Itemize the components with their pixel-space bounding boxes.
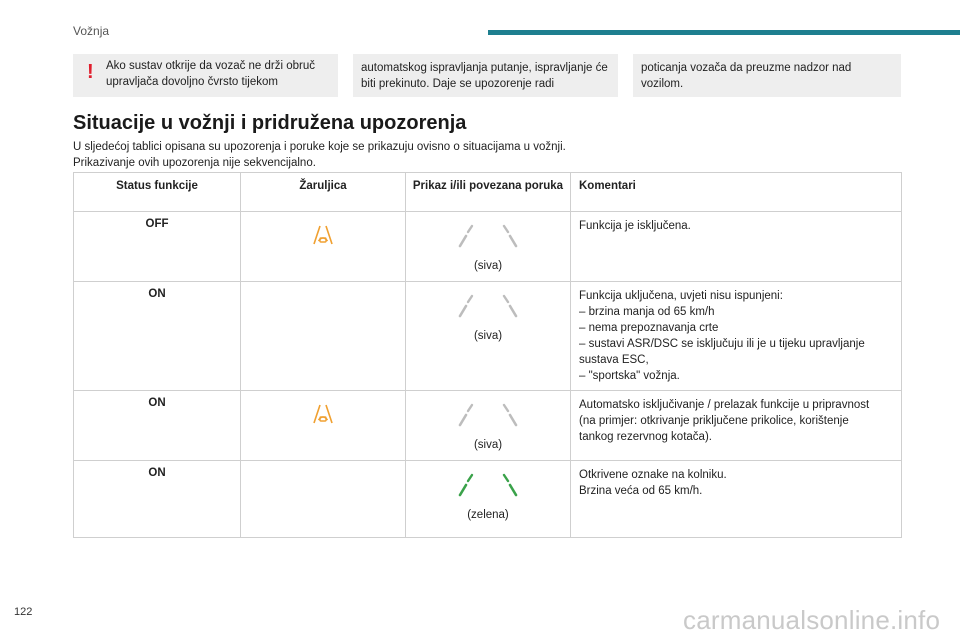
cell-comments: [571, 282, 902, 391]
cell-display: [406, 282, 571, 391]
cell-lamp: [241, 461, 406, 538]
header-display: Prikaz i/ili povezana poruka: [406, 173, 571, 212]
situations-table: [73, 172, 902, 538]
comment-line: – sustavi ASR/DSC se isključuju ili je u tijeku upravljanje: [579, 338, 865, 350]
comment-line: – brzina manja od 65 km/h: [579, 306, 715, 318]
page-number: 122: [14, 606, 33, 618]
cell-status: ON: [74, 391, 241, 461]
display-caption: (siva): [473, 439, 503, 451]
table-row: [74, 391, 902, 461]
intro-paragraph: [73, 139, 893, 171]
warning-text-2: automatskog ispravljanja putanje, ispravljanje će biti prekinuto. Daje se upozorenje radi: [361, 62, 608, 90]
lane-markings-icon: [456, 403, 520, 429]
cell-display: [406, 212, 571, 282]
warning-box-1: [73, 54, 338, 97]
table-header-row: [74, 173, 902, 212]
display-caption: (zelena): [467, 509, 509, 521]
page-heading: Situacije u vožnji i pridružena upozorenja: [73, 112, 467, 134]
table-row: [74, 461, 902, 538]
comment-line: – "sportska" vožnja.: [579, 370, 680, 382]
intro-line-2: Prikazivanje ovih upozorenja nije sekvencijalno.: [73, 157, 316, 169]
warning-exclamation-icon: !: [87, 61, 94, 83]
cell-display: [406, 391, 571, 461]
section-title: Vožnja: [73, 24, 110, 38]
warning-box-3: [633, 54, 901, 97]
comment-line: Funkcija je isključena.: [579, 220, 691, 232]
lane-keep-warning-lamp-icon: [312, 403, 334, 425]
comment-line: tankog rezervnog kotača).: [579, 431, 712, 443]
comment-line: Otkrivene oznake na kolniku.: [579, 469, 727, 481]
cell-comments: [571, 391, 902, 461]
table-row: [74, 212, 902, 282]
comment-line: Funkcija uključena, uvjeti nisu ispunjeni:: [579, 290, 783, 302]
lane-keep-warning-lamp-icon: [312, 224, 334, 246]
cell-status: ON: [74, 282, 241, 391]
comment-line: (na primjer: otkrivanje priključene prikolice, korištenje: [579, 415, 849, 427]
cell-lamp: [241, 282, 406, 391]
comment-line: Automatsko isključivanje / prelazak funkcije u pripravnost: [579, 399, 870, 411]
header-status: Status funkcije: [74, 173, 241, 212]
cell-status: ON: [74, 461, 241, 538]
intro-line-1: U sljedećoj tablici opisana su upozorenja i poruke koje se prikazuju ovisno o situacijama u vožnji.: [73, 141, 566, 153]
warning-text-3: poticanja vozača da preuzme nadzor nad vozilom.: [641, 62, 852, 90]
comment-line: Brzina veća od 65 km/h.: [579, 485, 703, 497]
lane-markings-icon: [456, 224, 520, 250]
cell-lamp: [241, 212, 406, 282]
cell-status: OFF: [74, 212, 241, 282]
lane-markings-icon: [456, 473, 520, 499]
display-caption: (siva): [473, 260, 503, 272]
cell-comments: [571, 461, 902, 538]
cell-display: [406, 461, 571, 538]
display-caption: (siva): [473, 330, 503, 342]
cell-lamp: [241, 391, 406, 461]
warning-box-2: [353, 54, 618, 97]
lane-markings-icon: [456, 294, 520, 320]
warning-text-1: Ako sustav otkrije da vozač ne drži obruč upravljača dovoljno čvrsto tijekom: [106, 60, 316, 88]
comment-line: – nema prepoznavanja crte: [579, 322, 719, 334]
cell-comments: [571, 212, 902, 282]
section-accent-bar: [488, 30, 960, 35]
table-row: [74, 282, 902, 391]
watermark: carmanualsonline.info: [683, 605, 941, 635]
header-comments: Komentari: [571, 173, 902, 212]
comment-line: sustava ESC,: [579, 354, 649, 366]
header-lamp: Žaruljica: [241, 173, 406, 212]
